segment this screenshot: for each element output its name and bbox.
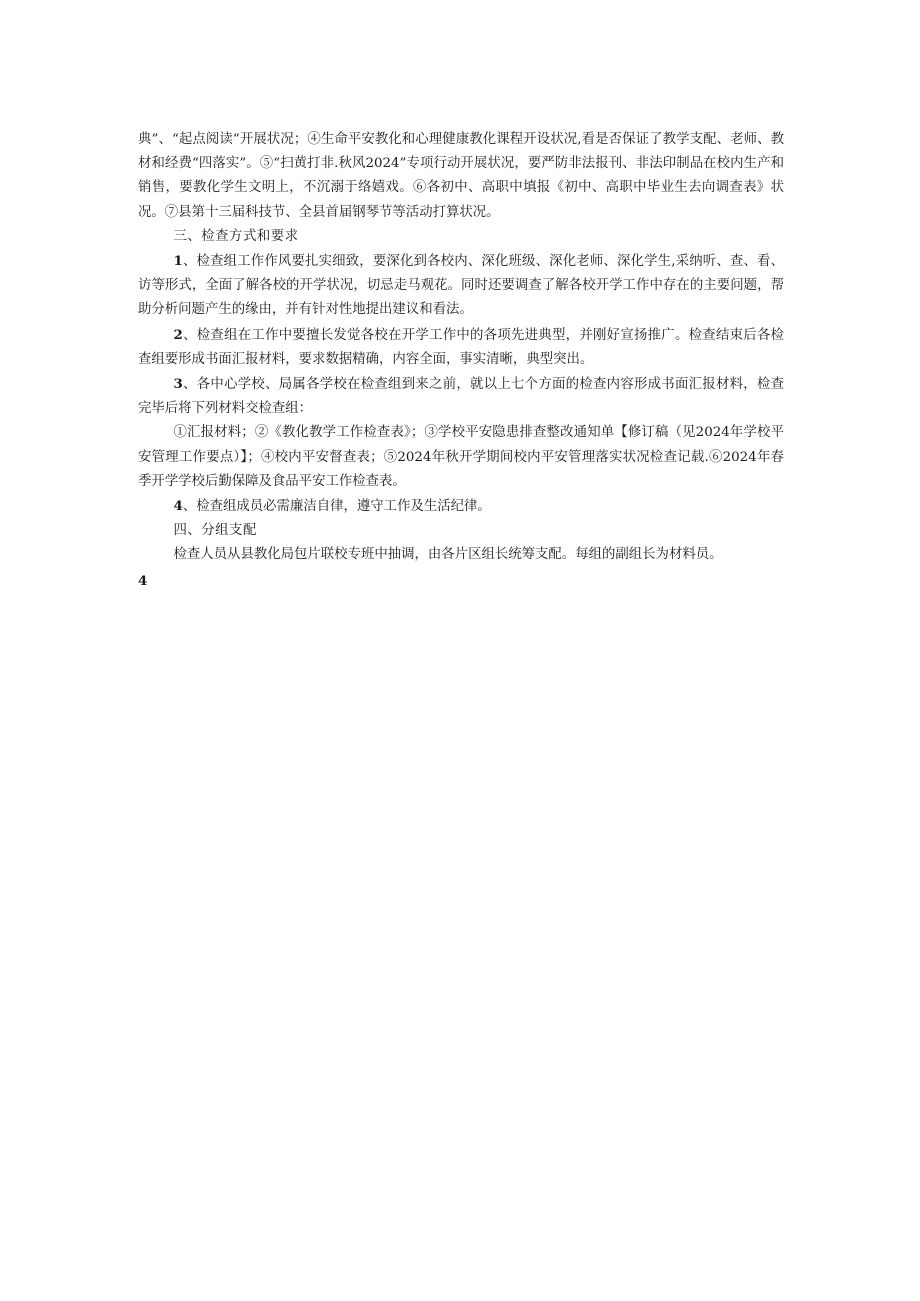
item-1-text: 、检查组工作作风要扎实细致，要深化到各校内、深化班级、深化老师、深化学生,采纳听、查、看、访等形式，全面了解各校的开学状况，切忌走马观花。同时还要调查了解各校开学工作中存在的主要问题，帮助分析问题产生的缘由，并有针对性地提出建议和看法。 xyxy=(138,254,784,318)
item-3-number: 3 xyxy=(173,376,183,393)
item-4-number: 4 xyxy=(173,498,183,515)
item-1 xyxy=(138,249,784,323)
section4-text: 检查人员从县教化局包片联校专班中抽调，由各片区组长统筹支配。每组的副组长为材料员。 xyxy=(173,547,723,563)
paragraph-continuation: 典”、“起点阅读”开展状况；④生命平安教化和心理健康教化课程开设状况,看是否保证了教学支配、老师、教材和经费“四落实”。⑤“扫黄打非.秋风2024”专项行动开展状况，要严防非法报刊、非法印制品在校内生产和销售，要教化学生文明上，不沉溺于络嬉戏。⑥各初中、高职中填报《初中、高职中毕业生去向调查表》状况。⑦县第十三届科技节、全县首届钢琴节等活动打算状况。 xyxy=(138,132,784,220)
item-2-text: 、检查组在工作中要擅长发觉各校在开学工作中的各项先进典型，并刚好宣扬推广。检查结束后各检查组要形成书面汇报材料，要求数据精确，内容全面，事实清晰，典型突出。 xyxy=(138,327,784,367)
document-page xyxy=(138,128,784,593)
page-number: 4 xyxy=(138,572,148,589)
item-2-number: 2 xyxy=(173,326,183,343)
section3-heading: 三、检查方式和要求 xyxy=(173,228,299,244)
section4-heading: 四、分组支配 xyxy=(173,523,257,539)
item-1-number: 1 xyxy=(173,253,183,270)
item-2 xyxy=(138,323,784,372)
item-3-text: 、各中心学校、局属各学校在检查组到来之前，就以上七个方面的检查内容形成书面汇报材料，检查完毕后将下列材料交检查组： xyxy=(138,377,784,417)
materials-list: ①汇报材料；②《教化教学工作检查表》；③学校平安隐患排查整改通知单【修订稿（见2024年学校平安管理工作要点）】；④校内平安督查表；⑤2024年秋开学期间校内平安管理落实状况检查记载.⑥2024年春季开学学校后勤保障及食品平安工作检查表。 xyxy=(138,425,784,489)
item-3 xyxy=(138,372,784,421)
item-4 xyxy=(138,494,784,519)
item-4-text: 、检查组成员必需廉洁自律，遵守工作及生活纪律。 xyxy=(182,499,491,515)
